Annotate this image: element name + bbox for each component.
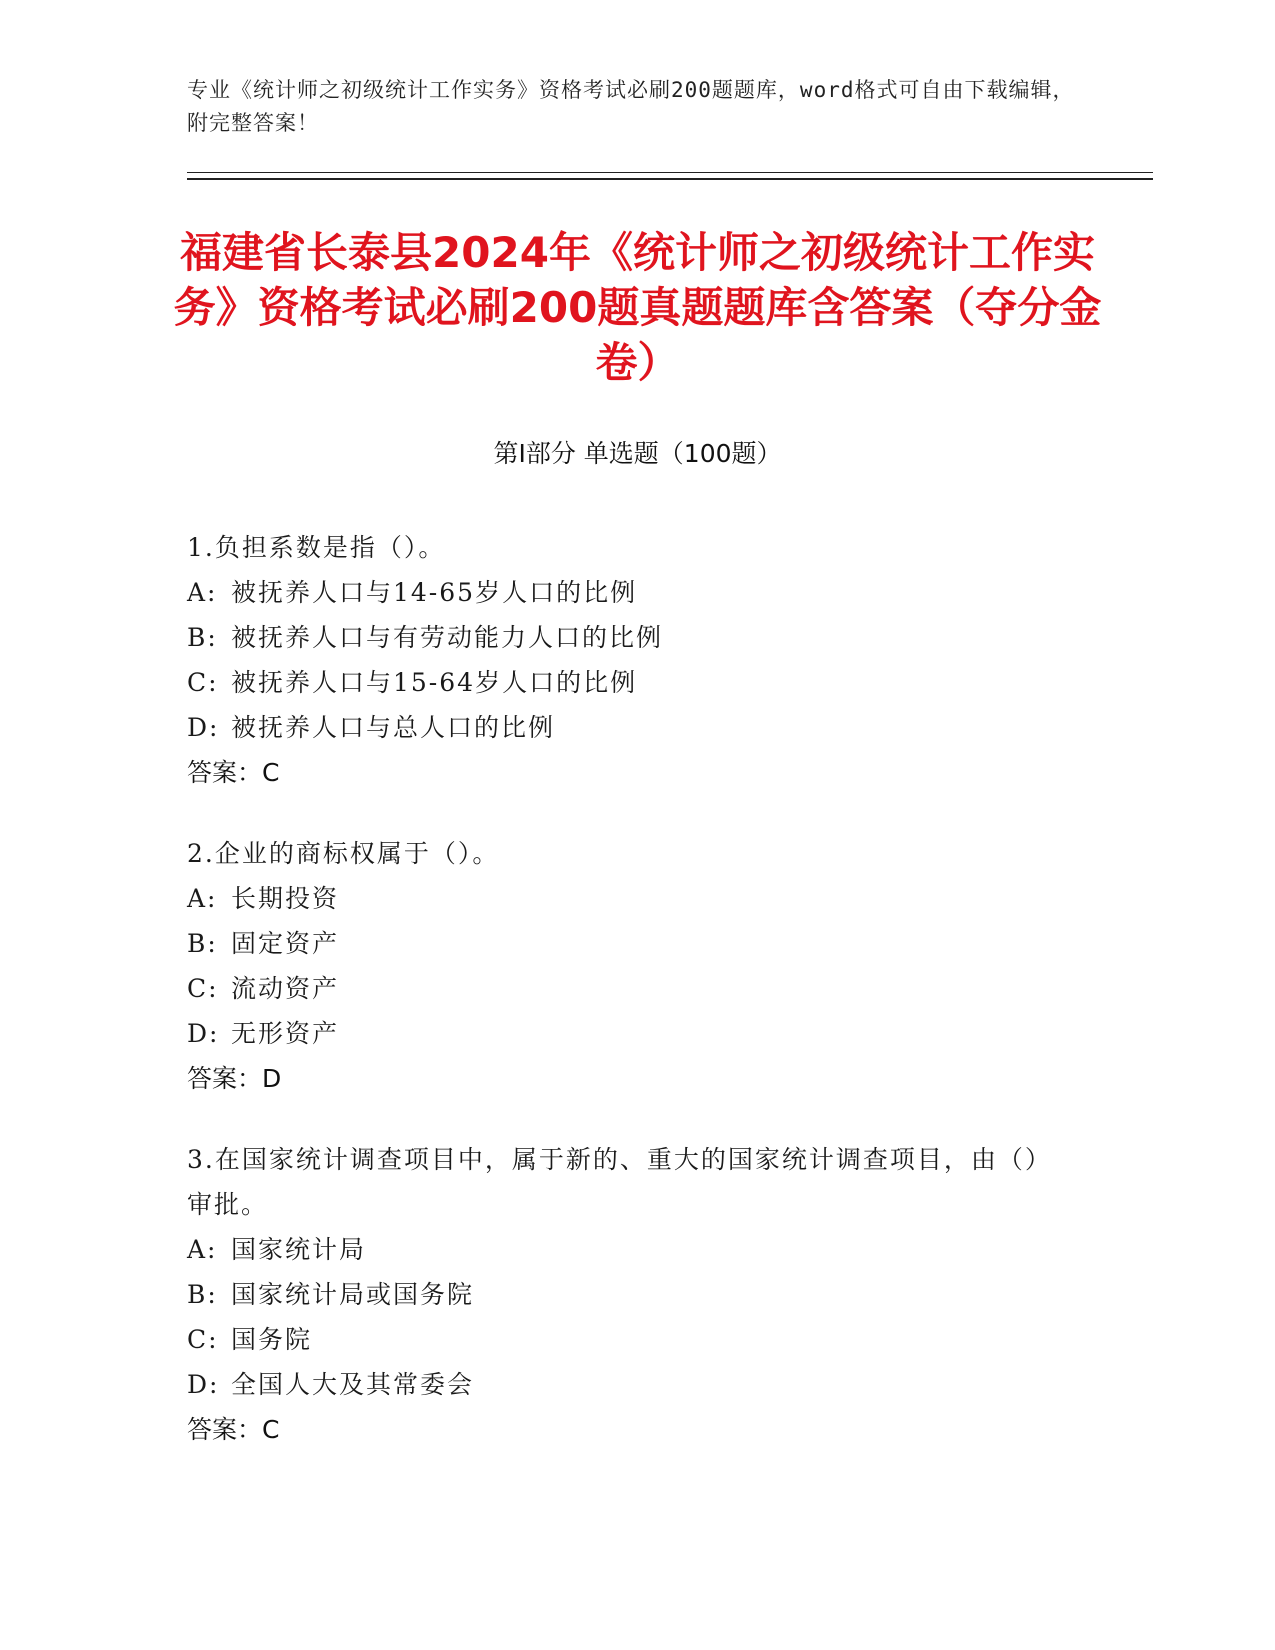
option-key: C: [187, 974, 219, 1003]
option-text: 固定资产 [231, 929, 340, 958]
option-key: B: [187, 929, 218, 958]
option-key: C: [187, 1325, 219, 1354]
answer-line: 答案：D [187, 1064, 282, 1093]
option-key: A: [187, 578, 218, 607]
question-list [187, 525, 1067, 1488]
option-row [187, 1362, 1067, 1407]
question-stem: 2.企业的商标权属于（）。 [187, 839, 500, 868]
option-text: 流动资产 [231, 974, 340, 1003]
option-text: 被抚养人口与14-65岁人口的比例 [231, 578, 638, 607]
option-text: 国家统计局 [231, 1235, 367, 1264]
question-item [187, 525, 1067, 795]
option-key: D: [187, 1370, 220, 1399]
option-text: 无形资产 [231, 1019, 340, 1048]
option-row [187, 1317, 1067, 1362]
option-row [187, 705, 1067, 750]
question-stem: 3.在国家统计调查项目中，属于新的、重大的国家统计调查项目，由（）审批。 [187, 1145, 1052, 1219]
option-key: A: [187, 1235, 218, 1264]
option-row [187, 1011, 1067, 1056]
question-item [187, 831, 1067, 1101]
option-key: B: [187, 1280, 218, 1309]
document-title: 福建省长泰县2024年《统计师之初级统计工作实务》资格考试必刷200题真题题库含答案（夺分金卷） [173, 228, 1102, 387]
option-text: 长期投资 [231, 884, 340, 913]
option-text: 被抚养人口与总人口的比例 [231, 713, 556, 742]
header-rule-thick [187, 178, 1153, 180]
option-text: 国务院 [231, 1325, 313, 1354]
option-row [187, 876, 1067, 921]
option-row [187, 1227, 1067, 1272]
answer-line: 答案：C [187, 1415, 280, 1444]
option-text: 国家统计局或国务院 [231, 1280, 475, 1309]
option-key: D: [187, 713, 220, 742]
question-stem: 1.负担系数是指（）。 [187, 533, 446, 562]
option-row [187, 615, 1067, 660]
option-text: 全国人大及其常委会 [231, 1370, 475, 1399]
option-key: C: [187, 668, 219, 697]
option-row [187, 570, 1067, 615]
question-item [187, 1137, 1067, 1452]
option-key: B: [187, 623, 218, 652]
option-row [187, 921, 1067, 966]
option-key: D: [187, 1019, 220, 1048]
option-text: 被抚养人口与15-64岁人口的比例 [231, 668, 638, 697]
option-key: A: [187, 884, 218, 913]
option-text: 被抚养人口与有劳动能力人口的比例 [231, 623, 664, 652]
option-row [187, 660, 1067, 705]
section-title: 第Ⅰ部分 单选题（100题） [493, 439, 782, 468]
option-row [187, 1272, 1067, 1317]
answer-line: 答案：C [187, 758, 280, 787]
header-note: 专业《统计师之初级统计工作实务》资格考试必刷200题题库，word格式可自由下载编辑，附完整答案！ [187, 78, 1075, 135]
option-row [187, 966, 1067, 1011]
header-rule-thin [187, 172, 1153, 173]
